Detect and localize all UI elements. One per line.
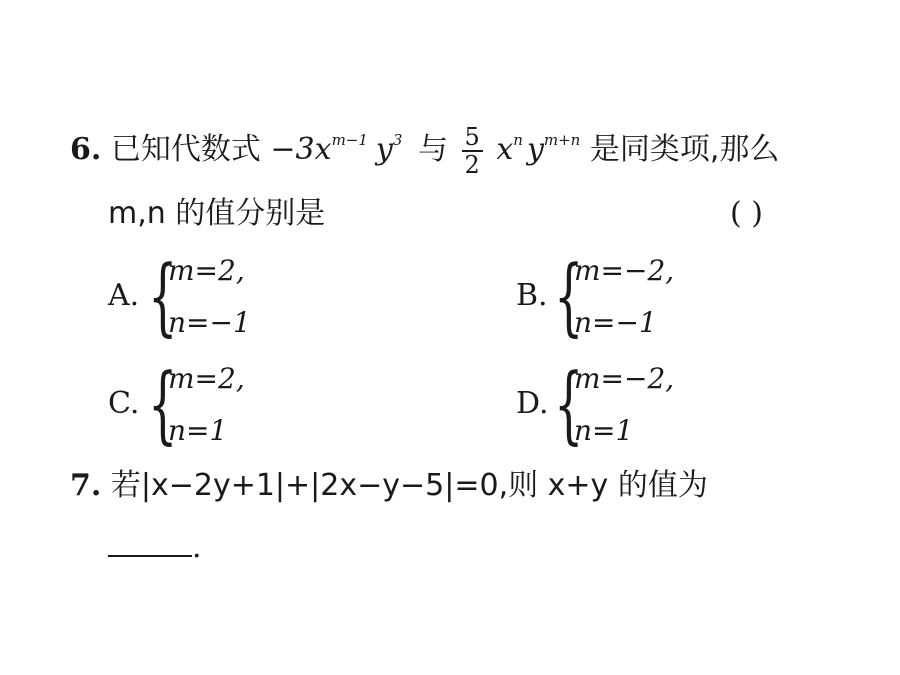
fraction-five-halves: $\frac{5}{2}$ <box>462 124 483 178</box>
connector: 与 <box>417 132 448 167</box>
option-d-bottom: n=1 <box>574 414 634 447</box>
question-7-line-1 <box>70 468 708 504</box>
option-d-label: D. <box>516 386 549 421</box>
option-c-top: m=2, <box>168 362 245 395</box>
option-c-label: C. <box>108 386 140 421</box>
question-6-number: 6. <box>70 132 102 167</box>
answer-blank[interactable] <box>108 535 192 557</box>
option-a-bottom: n=−1 <box>168 306 251 339</box>
option-a-label: A. <box>108 278 140 313</box>
question-7-text: 若|x−2y+1|+|2x−y−5|=0,则 x+y 的值为 <box>110 468 708 503</box>
option-b-top: m=−2, <box>574 254 675 287</box>
option-b-bottom: n=−1 <box>574 306 657 339</box>
option-c-brace: { <box>148 355 178 453</box>
option-a-top: m=2, <box>168 254 245 287</box>
option-b-label: B. <box>516 278 548 313</box>
term-1: $-3x^{m-1}$ $y^3$ <box>270 131 403 167</box>
option-b-brace: { <box>554 247 584 345</box>
option-d-top: m=−2, <box>574 362 675 395</box>
option-d-brace: { <box>554 355 584 453</box>
question-6-stem-a: 已知代数式 <box>110 132 261 167</box>
answer-parentheses: ( ) <box>730 196 763 231</box>
question-6-line-2: m,n 的值分别是 <box>108 196 326 231</box>
question-7-number: 7. <box>70 468 102 503</box>
option-c-bottom: n=1 <box>168 414 228 447</box>
question-6-line-1 <box>70 122 779 178</box>
question-7-line-2 <box>108 530 202 566</box>
question-7-end: . <box>192 530 202 565</box>
option-a-brace: { <box>148 247 178 345</box>
term-2: $x^n$ $y^{m+n}$ <box>496 131 581 167</box>
question-6-stem-b: 是同类项,那么 <box>589 132 780 167</box>
